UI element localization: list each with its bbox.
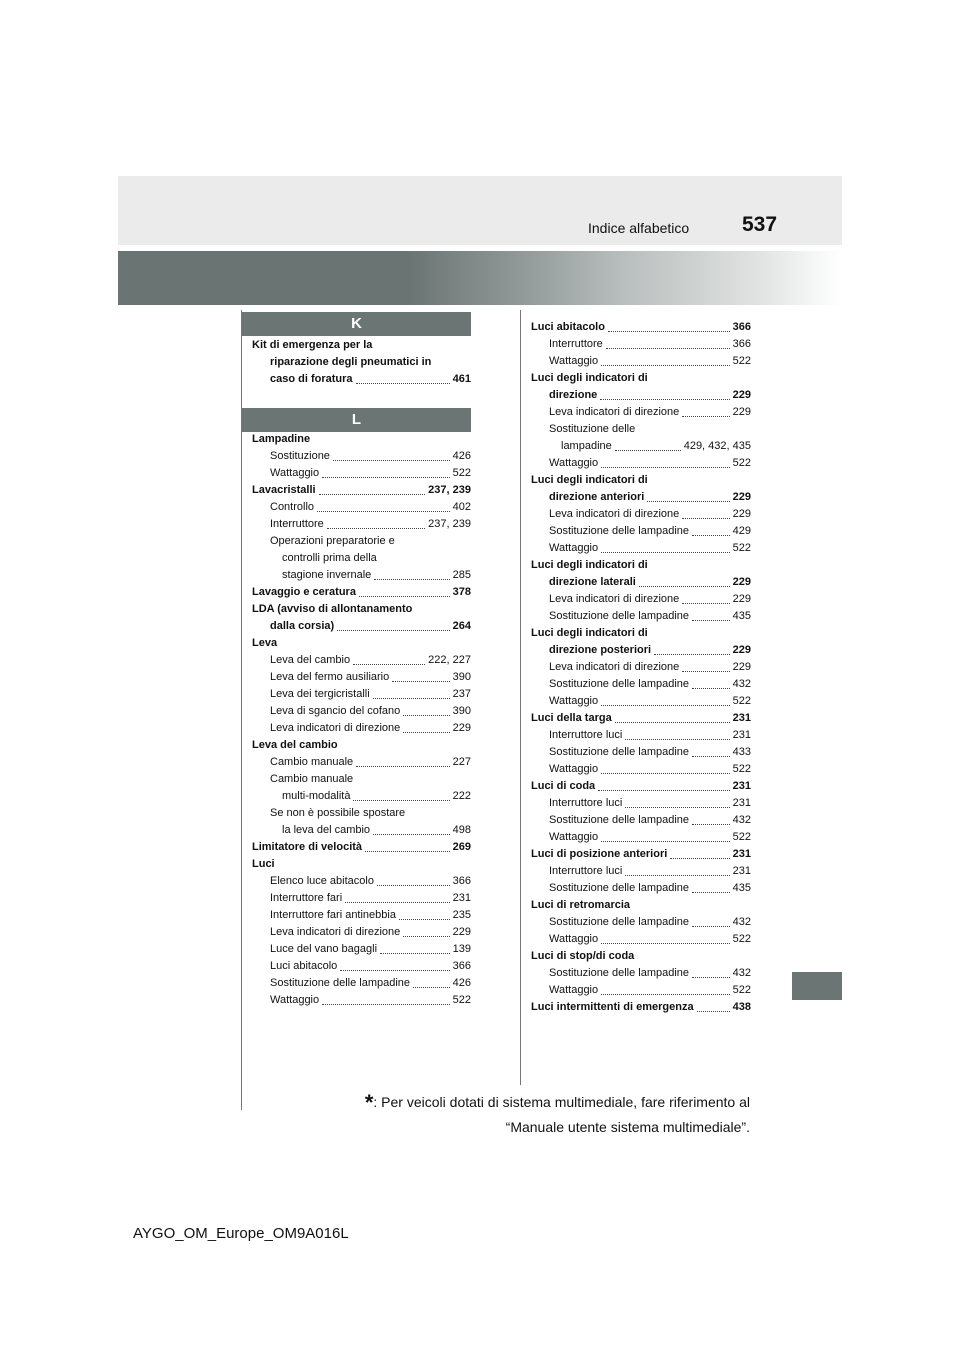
index-entry <box>252 839 471 856</box>
page-reference: 222, 227 <box>428 654 471 666</box>
page-reference: 231 <box>732 797 751 809</box>
index-entry-text: direzione posteriori <box>549 644 652 656</box>
page-reference: 237, 239 <box>428 518 471 530</box>
dot-leader <box>319 494 425 495</box>
index-entry-text: Leva indicatori di direzione <box>270 722 401 734</box>
index-entry <box>531 421 751 438</box>
page-reference: 402 <box>452 501 471 513</box>
index-entry-text: Luci di stop/di coda <box>531 950 635 962</box>
dot-leader <box>327 528 425 529</box>
dot-leader <box>601 705 730 706</box>
dot-leader <box>317 511 450 512</box>
index-entry <box>252 533 471 550</box>
index-entry <box>531 404 751 421</box>
index-entry-text: Leva indicatori di direzione <box>549 508 680 520</box>
index-entry-text: Sostituzione delle lampadine <box>549 525 690 537</box>
index-entry <box>252 601 471 618</box>
index-entry-text: Sostituzione delle lampadine <box>549 916 690 928</box>
page-reference: 366 <box>452 875 471 887</box>
index-entry <box>252 354 471 371</box>
index-entry-text: Luci della targa <box>531 712 612 724</box>
dot-leader <box>365 851 450 852</box>
page-reference: 229 <box>732 389 751 401</box>
dot-leader <box>601 994 730 995</box>
index-entry-text: Leva di sgancio del cofano <box>270 705 401 717</box>
index-entry <box>252 924 471 941</box>
dot-leader <box>601 365 730 366</box>
decorative-gradient-band <box>118 251 842 305</box>
document-code: AYGO_OM_Europe_OM9A016L <box>133 1225 349 1242</box>
index-entry-text: Interruttore <box>549 338 603 350</box>
footnote-line1: : Per veicoli dotati di sistema multimediale, fare riferimento al <box>373 1094 750 1110</box>
index-entry-text: Lampadine <box>252 433 311 445</box>
footnote <box>365 1090 750 1139</box>
index-entry <box>531 897 751 914</box>
page-reference: 426 <box>452 450 471 462</box>
index-entry <box>252 958 471 975</box>
page-reference: 522 <box>732 763 751 775</box>
index-entry <box>531 693 751 710</box>
index-entry-text: Cambio manuale <box>270 756 354 768</box>
page-reference: 390 <box>452 671 471 683</box>
dot-leader <box>322 477 450 478</box>
index-entry <box>531 795 751 812</box>
index-entry-text: Sostituzione <box>270 450 330 462</box>
index-entry-text: Sostituzione delle lampadine <box>549 746 690 758</box>
index-entry-text: Leva indicatori di direzione <box>549 593 680 605</box>
page-reference: 229 <box>732 576 751 588</box>
index-entry-text: Leva indicatori di direzione <box>549 406 680 418</box>
dot-leader <box>601 773 730 774</box>
page-reference: 237, 239 <box>428 484 471 496</box>
index-entry-text: Sostituzione delle lampadine <box>549 678 690 690</box>
dot-leader <box>413 987 450 988</box>
dot-leader <box>601 943 730 944</box>
dot-leader <box>647 501 730 502</box>
index-entry <box>252 754 471 771</box>
index-entry-text: direzione laterali <box>549 576 636 588</box>
page-number: 537 <box>742 213 778 236</box>
index-entry-text: lampadine <box>561 440 612 452</box>
dot-leader <box>356 766 450 767</box>
index-entry <box>252 686 471 703</box>
index-entry <box>531 557 751 574</box>
index-entry <box>252 371 471 388</box>
letter-header-k: K <box>242 312 471 336</box>
dot-leader <box>639 586 730 587</box>
page-reference: 269 <box>452 841 471 853</box>
page-reference: 522 <box>732 831 751 843</box>
index-entry <box>531 540 751 557</box>
dot-leader <box>692 756 730 757</box>
dot-leader <box>670 858 730 859</box>
index-entry <box>531 523 751 540</box>
footnote-line2: “Manuale utente sistema multimediale”. <box>505 1119 750 1135</box>
index-entry-text: Luci degli indicatori di <box>531 627 648 639</box>
index-entry <box>252 805 471 822</box>
index-entry-text: Luci di coda <box>531 780 596 792</box>
index-entry <box>252 788 471 805</box>
dot-leader <box>682 671 730 672</box>
dot-leader <box>380 953 450 954</box>
index-entry-text: Interruttore <box>270 518 324 530</box>
index-entry <box>531 659 751 676</box>
page-reference: 231 <box>732 865 751 877</box>
index-entry-text: Wattaggio <box>549 542 599 554</box>
index-entry-text: Interruttore fari <box>270 892 343 904</box>
index-entry <box>252 516 471 533</box>
index-entry <box>252 907 471 924</box>
page-reference: 229 <box>732 644 751 656</box>
page-reference: 432 <box>732 678 751 690</box>
page-reference: 222 <box>452 790 471 802</box>
dot-leader <box>403 936 450 937</box>
index-column-k <box>252 337 471 388</box>
dot-leader <box>692 824 730 825</box>
dot-leader <box>625 739 730 740</box>
index-column-l <box>252 431 471 1009</box>
index-entry <box>252 822 471 839</box>
index-entry-text: caso di foratura <box>270 373 353 385</box>
index-entry-text: Luci <box>252 858 275 870</box>
index-entry-text: Elenco luce abitacolo <box>270 875 374 887</box>
index-entry <box>252 635 471 652</box>
page-reference: 432 <box>732 916 751 928</box>
index-entry-text: Wattaggio <box>549 763 599 775</box>
index-entry-text: Interruttore fari antinebbia <box>270 909 396 921</box>
dot-leader <box>403 732 450 733</box>
index-entry-text: Luci degli indicatori di <box>531 372 648 384</box>
index-entry-text: direzione <box>549 389 598 401</box>
index-entry-text: Lavaggio e ceratura <box>252 586 356 598</box>
index-entry <box>252 737 471 754</box>
index-entry-text: Interruttore luci <box>549 729 623 741</box>
index-entry-text: Wattaggio <box>549 355 599 367</box>
page-reference: 432 <box>732 967 751 979</box>
index-entry <box>252 992 471 1009</box>
index-entry-text: Cambio manuale <box>270 773 354 785</box>
index-entry-text: Leva indicatori di direzione <box>270 926 401 938</box>
page-reference: 522 <box>452 467 471 479</box>
page-reference: 435 <box>732 882 751 894</box>
dot-leader <box>606 348 730 349</box>
index-entry <box>531 744 751 761</box>
index-entry-text: direzione anteriori <box>549 491 645 503</box>
dot-leader <box>601 467 730 468</box>
index-entry <box>531 761 751 778</box>
index-entry-text: riparazione degli pneumatici in <box>270 356 432 368</box>
dot-leader <box>692 926 730 927</box>
dot-leader <box>373 834 450 835</box>
dot-leader <box>692 620 730 621</box>
page-reference: 461 <box>452 373 471 385</box>
dot-leader <box>601 841 730 842</box>
page-reference: 390 <box>452 705 471 717</box>
index-entry <box>252 856 471 873</box>
page-reference: 522 <box>452 994 471 1006</box>
dot-leader <box>615 450 681 451</box>
dot-leader <box>692 977 730 978</box>
index-entry <box>531 982 751 999</box>
index-entry <box>531 642 751 659</box>
index-entry <box>531 676 751 693</box>
page-reference: 426 <box>452 977 471 989</box>
index-entry <box>252 873 471 890</box>
dot-leader <box>359 596 450 597</box>
dot-leader <box>598 790 730 791</box>
dot-leader <box>403 715 450 716</box>
dot-leader <box>682 518 730 519</box>
dot-leader <box>654 654 730 655</box>
index-entry-text: Luce del vano bagagli <box>270 943 378 955</box>
index-entry-text: Wattaggio <box>549 933 599 945</box>
page-reference: 229 <box>732 661 751 673</box>
index-column-right <box>531 319 751 1016</box>
dot-leader <box>399 919 450 920</box>
header-band <box>118 176 842 245</box>
page-reference: 235 <box>452 909 471 921</box>
dot-leader <box>615 722 730 723</box>
index-entry <box>531 778 751 795</box>
dot-leader <box>682 603 730 604</box>
index-entry-text: Interruttore luci <box>549 865 623 877</box>
index-entry-text: Sostituzione delle lampadine <box>549 610 690 622</box>
index-entry-text: Sostituzione delle lampadine <box>549 882 690 894</box>
index-entry <box>252 652 471 669</box>
index-entry-text: Wattaggio <box>549 695 599 707</box>
index-entry <box>252 890 471 907</box>
index-entry <box>531 336 751 353</box>
index-entry <box>531 489 751 506</box>
dot-leader <box>601 552 730 553</box>
index-entry-text: Controllo <box>270 501 315 513</box>
page-reference: 231 <box>732 712 751 724</box>
index-entry-text: Luci degli indicatori di <box>531 559 648 571</box>
dot-leader <box>340 970 450 971</box>
index-entry <box>252 941 471 958</box>
index-entry <box>531 965 751 982</box>
index-entry-text: Sostituzione delle <box>549 423 636 435</box>
index-entry-text: Wattaggio <box>549 984 599 996</box>
page-reference: 435 <box>732 610 751 622</box>
index-entry-text: Wattaggio <box>270 994 320 1006</box>
page-reference: 366 <box>732 321 751 333</box>
page-reference: 229 <box>452 722 471 734</box>
index-entry <box>531 387 751 404</box>
index-entry <box>252 975 471 992</box>
dot-leader <box>392 681 450 682</box>
dot-leader <box>353 800 450 801</box>
index-entry-text: Luci di posizione anteriori <box>531 848 668 860</box>
index-entry <box>252 771 471 788</box>
page-reference: 229 <box>732 491 751 503</box>
index-entry-text: Operazioni preparatorie e <box>270 535 395 547</box>
index-entry <box>531 591 751 608</box>
page-reference: 231 <box>732 780 751 792</box>
index-entry <box>252 448 471 465</box>
dot-leader <box>692 892 730 893</box>
index-entry-text: multi-modalità <box>282 790 351 802</box>
index-entry <box>252 567 471 584</box>
index-entry-text: la leva del cambio <box>282 824 371 836</box>
index-entry-text: Luci abitacolo <box>531 321 605 333</box>
index-entry <box>531 574 751 591</box>
page-reference: 522 <box>732 457 751 469</box>
page-reference: 229 <box>452 926 471 938</box>
page-reference: 438 <box>732 1001 751 1013</box>
dot-leader <box>345 902 450 903</box>
dot-leader <box>322 1004 450 1005</box>
page-reference: 237 <box>452 688 471 700</box>
dot-leader <box>377 885 450 886</box>
index-entry-text: Sostituzione delle lampadine <box>270 977 411 989</box>
index-entry-text: Leva indicatori di direzione <box>549 661 680 673</box>
index-entry-text: Leva dei tergicristalli <box>270 688 370 700</box>
index-entry <box>531 914 751 931</box>
index-entry <box>531 472 751 489</box>
index-entry <box>531 710 751 727</box>
index-entry-text: Luci di retromarcia <box>531 899 631 911</box>
index-entry <box>252 431 471 448</box>
index-entry <box>531 863 751 880</box>
index-entry-text: stagione invernale <box>282 569 372 581</box>
index-entry-text: Sostituzione delle lampadine <box>549 967 690 979</box>
index-entry <box>531 999 751 1016</box>
index-entry-text: Kit di emergenza per la <box>252 339 373 351</box>
index-entry <box>252 584 471 601</box>
page-reference: 522 <box>732 933 751 945</box>
index-entry <box>531 727 751 744</box>
index-entry-text: dalla corsia) <box>270 620 335 632</box>
index-entry-text: Luci degli indicatori di <box>531 474 648 486</box>
index-entry-text: Leva del cambio <box>270 654 351 666</box>
index-entry <box>531 931 751 948</box>
dot-leader <box>625 875 730 876</box>
index-entry-text: Leva <box>252 637 278 649</box>
page-reference: 432 <box>732 814 751 826</box>
index-entry <box>531 319 751 336</box>
dot-leader <box>374 579 450 580</box>
index-entry <box>531 608 751 625</box>
chapter-side-tab <box>792 972 842 1000</box>
page-reference: 366 <box>732 338 751 350</box>
page-reference: 498 <box>452 824 471 836</box>
page-reference: 231 <box>732 729 751 741</box>
page-reference: 522 <box>732 355 751 367</box>
dot-leader <box>353 664 425 665</box>
index-entry <box>531 506 751 523</box>
index-entry <box>252 482 471 499</box>
page-reference: 429, 432, 435 <box>683 440 751 452</box>
page-reference: 522 <box>732 984 751 996</box>
index-entry-text: Luci intermittenti di emergenza <box>531 1001 694 1013</box>
page-reference: 229 <box>732 593 751 605</box>
page-reference: 229 <box>732 508 751 520</box>
index-entry-text: controlli prima della <box>282 552 377 564</box>
index-entry <box>531 353 751 370</box>
page-reference: 229 <box>732 406 751 418</box>
page-reference: 366 <box>452 960 471 972</box>
page-reference: 231 <box>732 848 751 860</box>
index-entry-text: Leva del fermo ausiliario <box>270 671 390 683</box>
column-divider-rule <box>520 310 521 1085</box>
dot-leader <box>697 1011 730 1012</box>
footnote-star: * <box>364 1090 374 1115</box>
index-entry-text: Luci abitacolo <box>270 960 338 972</box>
dot-leader <box>333 460 450 461</box>
index-entry-text: Se non è possibile spostare <box>270 807 406 819</box>
index-entry <box>531 370 751 387</box>
index-entry <box>531 625 751 642</box>
page-reference: 433 <box>732 746 751 758</box>
dot-leader <box>692 535 730 536</box>
index-entry-text: Interruttore luci <box>549 797 623 809</box>
index-entry <box>252 550 471 567</box>
page-reference: 285 <box>452 569 471 581</box>
dot-leader <box>337 630 450 631</box>
dot-leader <box>356 383 450 384</box>
index-entry <box>252 465 471 482</box>
page-reference: 522 <box>732 542 751 554</box>
page-reference: 264 <box>452 620 471 632</box>
letter-header-l: L <box>242 408 471 432</box>
index-entry <box>252 618 471 635</box>
index-entry <box>531 829 751 846</box>
index-entry-text: Wattaggio <box>549 457 599 469</box>
index-entry <box>531 880 751 897</box>
index-entry <box>252 669 471 686</box>
index-entry <box>531 948 751 965</box>
page-reference: 231 <box>452 892 471 904</box>
dot-leader <box>373 698 450 699</box>
page-reference: 522 <box>732 695 751 707</box>
dot-leader <box>692 688 730 689</box>
index-entry-text: LDA (avviso di allontanamento <box>252 603 413 615</box>
page-reference: 227 <box>452 756 471 768</box>
dot-leader <box>682 416 730 417</box>
index-entry-text: Wattaggio <box>549 831 599 843</box>
page-reference: 378 <box>452 586 471 598</box>
dot-leader <box>625 807 730 808</box>
index-entry <box>252 720 471 737</box>
index-entry-text: Wattaggio <box>270 467 320 479</box>
dot-leader <box>608 331 730 332</box>
index-entry-text: Sostituzione delle lampadine <box>549 814 690 826</box>
index-entry <box>531 812 751 829</box>
index-entry-text: Limitatore di velocità <box>252 841 363 853</box>
index-entry-text: Leva del cambio <box>252 739 338 751</box>
index-entry <box>252 337 471 354</box>
index-entry-text: Lavacristalli <box>252 484 316 496</box>
dot-leader <box>600 399 730 400</box>
page-reference: 429 <box>732 525 751 537</box>
page-reference: 139 <box>452 943 471 955</box>
index-entry <box>531 846 751 863</box>
section-title: Indice alfabetico <box>588 220 690 236</box>
index-entry <box>252 499 471 516</box>
index-entry <box>531 455 751 472</box>
index-entry <box>252 703 471 720</box>
index-entry <box>531 438 751 455</box>
